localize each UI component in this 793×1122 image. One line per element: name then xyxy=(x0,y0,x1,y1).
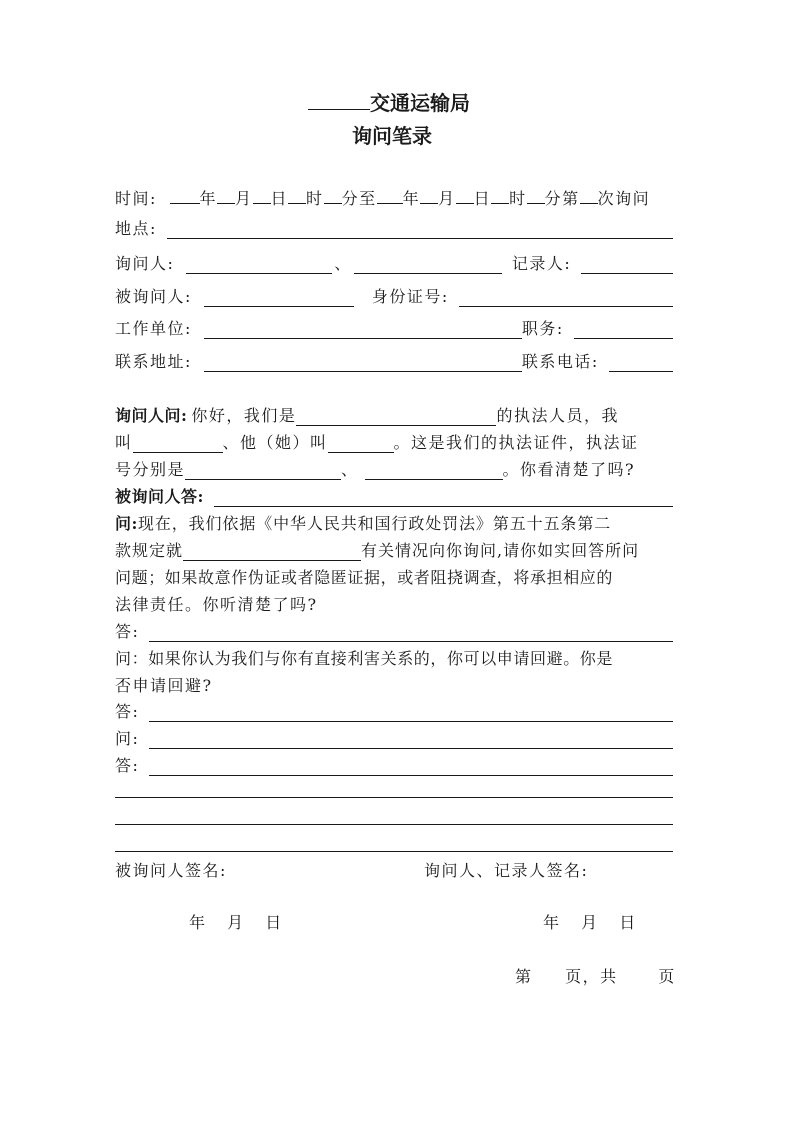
q1-line-2 xyxy=(115,433,673,453)
date-year: 年 xyxy=(543,913,561,932)
a4-label: 答: xyxy=(115,756,140,775)
page-suffix: 页 xyxy=(658,967,676,986)
page-prefix: 第 xyxy=(515,967,533,986)
extra-blank-line[interactable] xyxy=(115,824,673,825)
a3-line xyxy=(115,702,673,722)
inquirer-row xyxy=(115,254,673,274)
q2-line-3 xyxy=(115,568,673,588)
officer-2-blank[interactable] xyxy=(328,435,394,453)
extra-blank-line[interactable] xyxy=(115,797,673,798)
q2-text-1: 现在，我们依据《中华人民共和国行政处罚法》第五十五条第二 xyxy=(137,514,612,533)
end-year-blank[interactable] xyxy=(377,186,403,204)
a4-blank[interactable] xyxy=(149,758,673,776)
date-month: 月 xyxy=(581,913,599,932)
unit-hour: 时 xyxy=(306,189,324,208)
interviewee-sign-date xyxy=(189,913,283,933)
interviewee-label: 被询问人: xyxy=(115,287,192,306)
unit-month: 月 xyxy=(235,189,253,208)
q4-line xyxy=(115,729,673,749)
q2-label: 问: xyxy=(115,514,138,533)
unit-month-end: 月 xyxy=(438,189,456,208)
q1-text-5: 。这是我们的执法证件，执法证 xyxy=(393,433,639,452)
position-blank[interactable] xyxy=(574,321,673,339)
interviewee-blank[interactable] xyxy=(204,289,354,307)
employer-blank[interactable] xyxy=(204,321,522,339)
a4-line xyxy=(115,756,673,776)
badge-2-blank[interactable] xyxy=(365,462,503,480)
a1-blank[interactable] xyxy=(214,489,673,507)
end-minute-blank[interactable] xyxy=(527,186,545,204)
q2-text-4: 问题；如果故意作伪证或者隐匿证据，或者阻挠调查，将承担相应的 xyxy=(115,568,614,587)
q1-line-3 xyxy=(115,460,673,480)
officer-1-blank[interactable] xyxy=(133,435,223,453)
location-label: 地点: xyxy=(115,219,157,238)
agency-suffix: 交通运输局 xyxy=(370,91,470,115)
q1-line-1 xyxy=(115,406,673,426)
unit-day: 日 xyxy=(270,189,289,208)
a2-line xyxy=(115,622,673,642)
page-counter xyxy=(515,967,676,987)
a3-blank[interactable] xyxy=(149,704,673,722)
location-blank[interactable] xyxy=(167,221,673,239)
phone-blank[interactable] xyxy=(609,354,673,372)
position-label: 职务: xyxy=(521,319,564,338)
unit-minute-nth: 分第 xyxy=(544,189,580,208)
phone-label: 联系电话: xyxy=(521,352,599,371)
agency-name-blank[interactable] xyxy=(308,88,370,110)
inquirer-2-blank[interactable] xyxy=(354,256,502,274)
q1-text-6: 号分别是 xyxy=(115,460,186,479)
recorder-label: 记录人: xyxy=(511,254,572,273)
page-mid: 页，共 xyxy=(565,967,618,986)
inquiry-count-blank[interactable] xyxy=(580,186,598,204)
a3-label: 答: xyxy=(115,702,140,721)
document-title: 询问笔录 xyxy=(352,124,432,148)
start-year-blank[interactable] xyxy=(170,186,200,204)
start-month-blank[interactable] xyxy=(217,186,235,204)
start-minute-blank[interactable] xyxy=(324,186,342,204)
inquirer-label: 询问人: xyxy=(115,254,175,273)
location-row xyxy=(115,219,673,239)
q2-text-5: 法律责任。你听清楚了吗? xyxy=(115,595,318,614)
start-day-blank[interactable] xyxy=(253,186,271,204)
a1-line xyxy=(115,487,673,507)
inquirer-1-blank[interactable] xyxy=(186,256,332,274)
recorder-blank[interactable] xyxy=(581,256,673,274)
badge-1-blank[interactable] xyxy=(185,462,341,480)
a2-blank[interactable] xyxy=(149,624,673,642)
q1-label: 询问人问: xyxy=(115,406,188,425)
q2-text-2: 款规定就 xyxy=(115,541,184,560)
end-month-blank[interactable] xyxy=(420,186,438,204)
q1-text-2: 的执法人员，我 xyxy=(496,406,619,425)
unit-day-end: 日 xyxy=(473,189,492,208)
a1-label: 被询问人答: xyxy=(115,487,204,506)
unit-inquiry-count: 次询问 xyxy=(597,189,651,208)
agency-title xyxy=(308,88,470,115)
q3-line-2 xyxy=(115,676,673,696)
q2-line-4 xyxy=(115,595,673,615)
a2-label: 答: xyxy=(115,622,140,641)
q3-text-2: 否申请回避? xyxy=(115,676,213,695)
employer-row xyxy=(115,319,673,339)
address-label: 联系地址: xyxy=(115,352,192,371)
date-month: 月 xyxy=(227,913,245,932)
time-label: 时间: xyxy=(115,189,157,208)
q3-text-1: 问：如果你认为我们与你有直接利害关系的，你可以申请回避。你是 xyxy=(115,649,614,668)
start-hour-blank[interactable] xyxy=(288,186,306,204)
id-number-blank[interactable] xyxy=(459,289,673,307)
end-day-blank[interactable] xyxy=(456,186,474,204)
address-row xyxy=(115,352,673,372)
unit-minute-to: 分至 xyxy=(341,189,377,208)
id-label: 身份证号: xyxy=(371,287,449,306)
end-hour-blank[interactable] xyxy=(491,186,509,204)
address-blank[interactable] xyxy=(204,354,522,372)
q2-line-1 xyxy=(115,514,673,534)
unit-hour-end: 时 xyxy=(509,189,527,208)
q1-text-8: 。你看清楚了吗? xyxy=(502,460,636,479)
interviewee-signature-label: 被询问人签名: xyxy=(115,861,227,880)
q2-text-3: 有关情况向你询问,请你如实回答所问 xyxy=(361,541,640,560)
q3-line-1 xyxy=(115,649,673,669)
date-year: 年 xyxy=(189,913,207,932)
q4-blank[interactable] xyxy=(149,731,673,749)
q2-line-2 xyxy=(115,541,673,561)
q1-text-7: 、 xyxy=(341,460,359,479)
inquirer-signature-label: 询问人、记录人签名: xyxy=(424,861,589,880)
q1-text-3: 叫 xyxy=(115,433,133,452)
q4-label: 问: xyxy=(115,729,140,748)
unit-year: 年 xyxy=(199,189,218,208)
date-day: 日 xyxy=(619,913,637,932)
time-row xyxy=(115,186,673,209)
q1-text-1: 你好，我们是 xyxy=(191,406,297,425)
case-matter-blank[interactable] xyxy=(183,543,361,561)
unit-year-end: 年 xyxy=(402,189,421,208)
inquirer-separator: 、 xyxy=(334,254,352,273)
inquirer-sign-date xyxy=(543,913,637,933)
q1-text-4: 、他（她）叫 xyxy=(222,433,328,452)
extra-blank-line[interactable] xyxy=(115,851,673,852)
employer-label: 工作单位: xyxy=(115,319,192,338)
agency-blank[interactable] xyxy=(296,408,496,426)
date-day: 日 xyxy=(265,913,283,932)
interviewee-row xyxy=(115,287,673,307)
